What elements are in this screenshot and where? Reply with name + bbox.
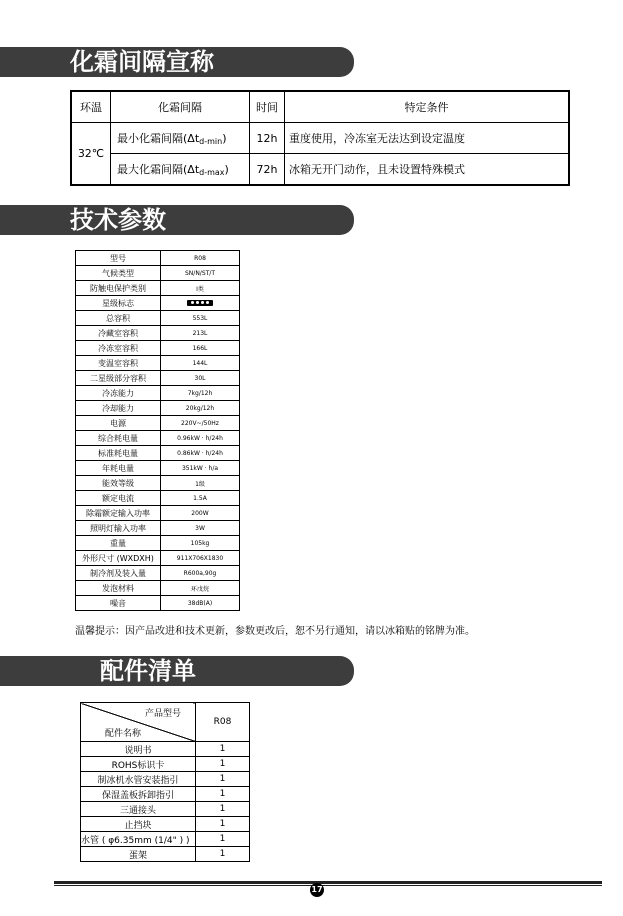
table-row [76, 566, 240, 581]
table-row [76, 416, 240, 431]
accessory-name: ROHS标识卡 [81, 757, 196, 772]
spec-value: I类 [161, 281, 240, 296]
spec-key: 防触电保护类别 [76, 281, 161, 296]
table-row [76, 596, 240, 611]
accessories-table [80, 702, 250, 862]
spec-value: 1.5A [161, 491, 240, 506]
spec-value: 1级 [161, 476, 240, 491]
spec-key: 发泡材料 [76, 581, 161, 596]
accessory-name: 制冰机水管安装指引 [81, 772, 196, 787]
table-row [76, 431, 240, 446]
table-row [81, 787, 250, 802]
accessory-qty: 1 [196, 742, 250, 757]
spec-value: 166L [161, 341, 240, 356]
section-title-specs: 技术参数 [0, 205, 354, 235]
spec-value: 200W [161, 506, 240, 521]
min-interval-time: 12h [250, 123, 285, 154]
spec-value: 351kW · h/a [161, 461, 240, 476]
spec-key: 综合耗电量 [76, 431, 161, 446]
star-rating-badge-icon [187, 300, 213, 306]
spec-value: 20kg/12h [161, 401, 240, 416]
spec-value: 30L [161, 371, 240, 386]
accessory-qty: 1 [196, 772, 250, 787]
table-row [76, 281, 240, 296]
spec-key: 电源 [76, 416, 161, 431]
table-header-row [81, 703, 250, 742]
table-row [76, 491, 240, 506]
accessory-name: 水管 ( φ6.35mm (1/4" ) ) [81, 832, 196, 847]
spec-value: R08 [161, 251, 240, 266]
spec-value: 环戊烷 [161, 581, 240, 596]
accessory-qty: 1 [196, 832, 250, 847]
table-header-row [71, 91, 569, 123]
spec-value: 0.96kW · h/24h [161, 431, 240, 446]
spec-key: 气候类型 [76, 266, 161, 281]
accessory-name: 说明书 [81, 742, 196, 757]
max-interval-time: 72h [250, 154, 285, 186]
table-row [76, 521, 240, 536]
table-row [76, 356, 240, 371]
accessory-name: 保湿盖板拆卸指引 [81, 787, 196, 802]
table-row [76, 311, 240, 326]
spec-key: 二星级部分容积 [76, 371, 161, 386]
spec-key: 冷却能力 [76, 401, 161, 416]
spec-key: 额定电流 [76, 491, 161, 506]
table-row [76, 341, 240, 356]
table-row [76, 461, 240, 476]
accessory-qty: 1 [196, 757, 250, 772]
spec-value: 3W [161, 521, 240, 536]
table-row [81, 802, 250, 817]
spec-value: 911X706X1830 [161, 551, 240, 566]
header-product-model: 产品型号 [144, 709, 181, 719]
table-row [76, 251, 240, 266]
spec-key: 变温室容积 [76, 356, 161, 371]
footer-rule-thin [54, 885, 602, 886]
spec-key: 星级标志 [76, 296, 161, 311]
spec-value: SN/N/ST/T [161, 266, 240, 281]
table-row [76, 401, 240, 416]
spec-value: 38dB(A) [161, 596, 240, 611]
accessory-name: 三通接头 [81, 802, 196, 817]
spec-key: 冷冻室容积 [76, 341, 161, 356]
table-row [76, 506, 240, 521]
table-row [76, 476, 240, 491]
header-time: 时间 [250, 91, 285, 123]
accessory-qty: 1 [196, 847, 250, 862]
table-row [81, 757, 250, 772]
header-condition: 特定条件 [285, 91, 570, 123]
table-row [81, 832, 250, 847]
table-row [71, 154, 569, 186]
spec-key: 制冷剂及装入量 [76, 566, 161, 581]
notice-text: 温馨提示：因产品改进和技术更新，参数更改后，恕不另行通知，请以冰箱贴的铭牌为准。 [75, 626, 475, 637]
table-row [76, 296, 240, 311]
spec-key: 照明灯输入功率 [76, 521, 161, 536]
spec-key: 外形尺寸 (WXDXH) [76, 551, 161, 566]
header-defrost-interval: 化霜间隔 [111, 91, 250, 123]
header-accessory-name: 配件名称 [105, 729, 142, 739]
spec-key: 标准耗电量 [76, 446, 161, 461]
table-row [81, 847, 250, 862]
section-title-defrost: 化霜间隔宣称 [0, 47, 354, 77]
spec-value [161, 296, 240, 311]
accessory-name: 止挡块 [81, 817, 196, 832]
min-interval-condition: 重度使用，冷冻室无法达到设定温度 [285, 123, 570, 154]
table-row [76, 326, 240, 341]
diagonal-header-cell [81, 703, 196, 742]
table-row [81, 772, 250, 787]
accessory-qty: 1 [196, 787, 250, 802]
header-ambient-temp: 环温 [71, 91, 111, 123]
spec-key: 能效等级 [76, 476, 161, 491]
spec-value: R600a,90g [161, 566, 240, 581]
page-number: 17 [310, 883, 324, 897]
table-row [81, 817, 250, 832]
spec-key: 噪音 [76, 596, 161, 611]
spec-key: 型号 [76, 251, 161, 266]
spec-key: 重量 [76, 536, 161, 551]
spec-value: 553L [161, 311, 240, 326]
max-interval-condition: 冰箱无开门动作，且未设置特殊模式 [285, 154, 570, 186]
spec-key: 冷冻能力 [76, 386, 161, 401]
table-row [76, 536, 240, 551]
section-title-accessories: 配件清单 [0, 656, 354, 686]
spec-value: 7kg/12h [161, 386, 240, 401]
table-row [81, 742, 250, 757]
technical-spec-table [75, 250, 240, 611]
spec-value: 0.86kW · h/24h [161, 446, 240, 461]
table-row [76, 581, 240, 596]
table-row [76, 446, 240, 461]
spec-key: 除霜额定输入功率 [76, 506, 161, 521]
spec-key: 冷藏室容积 [76, 326, 161, 341]
model-cell: R08 [196, 703, 250, 742]
spec-value: 105kg [161, 536, 240, 551]
table-row [76, 371, 240, 386]
defrost-interval-table [70, 90, 570, 186]
spec-key: 年耗电量 [76, 461, 161, 476]
max-interval-label: 最大化霜间隔$(\Delta t_{d-max})$ [111, 154, 250, 186]
ambient-temp-cell: 32℃ [71, 123, 111, 186]
table-row [76, 266, 240, 281]
spec-key: 总容积 [76, 311, 161, 326]
accessory-name: 蛋架 [81, 847, 196, 862]
spec-value: 213L [161, 326, 240, 341]
min-interval-label: 最小化霜间隔$(\Delta t_{d-min})$ [111, 123, 250, 154]
footer-rule [54, 881, 602, 884]
accessory-qty: 1 [196, 817, 250, 832]
table-row [76, 551, 240, 566]
accessory-qty: 1 [196, 802, 250, 817]
table-row [71, 123, 569, 154]
table-row [76, 386, 240, 401]
spec-value: 144L [161, 356, 240, 371]
spec-value: 220V~/50Hz [161, 416, 240, 431]
